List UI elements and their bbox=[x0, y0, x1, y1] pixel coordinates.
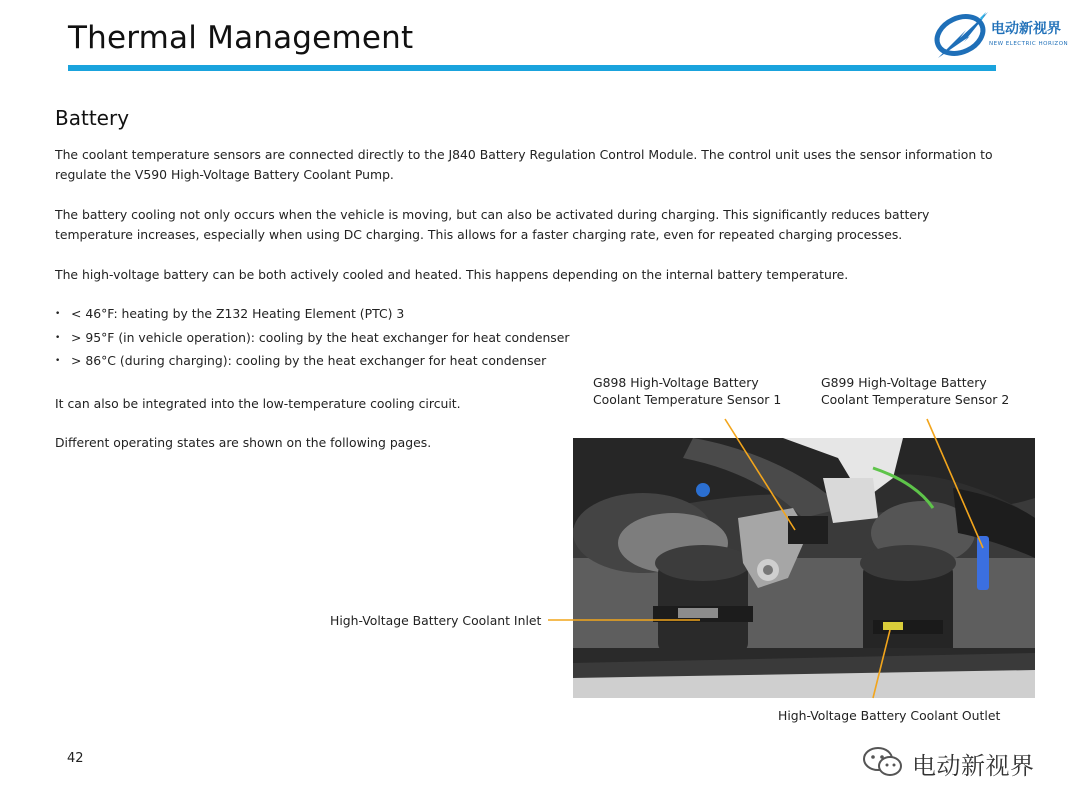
section-heading: Battery bbox=[55, 106, 130, 130]
label-coolant-outlet: High-Voltage Battery Coolant Outlet bbox=[778, 708, 1001, 723]
battery-coolant-photo bbox=[573, 438, 1035, 698]
paragraph-1: The coolant temperature sensors are connected directly to the J840 Battery Regulation Control Module. The control unit uses the sensor information to regulate the V590 High-Voltage Battery Coolant Pump. bbox=[55, 147, 993, 182]
wechat-icon bbox=[862, 746, 904, 778]
logo-english-text: NEW ELECTRIC HORIZON bbox=[989, 41, 1069, 47]
label-coolant-inlet: High-Voltage Battery Coolant Inlet bbox=[330, 613, 542, 628]
paragraph-3: The high-voltage battery can be both actively cooled and heated. This happens depending on the internal battery temperature. bbox=[55, 267, 849, 282]
label-g899-sensor: G899 High-Voltage Battery Coolant Temperature Sensor 2 bbox=[821, 375, 1010, 407]
paragraph-5: Different operating states are shown on the following pages. bbox=[55, 435, 432, 450]
page-number: 42 bbox=[67, 751, 84, 766]
page-title: Thermal Management bbox=[68, 20, 414, 56]
paragraph-4: It can also be integrated into the low-temperature cooling circuit. bbox=[55, 396, 461, 411]
temperature-bullet-list bbox=[55, 304, 569, 375]
title-underline bbox=[68, 65, 996, 71]
bullet-item: • < 46°F: heating by the Z132 Heating Element (PTC) 3 bbox=[55, 304, 569, 328]
logo-chinese-text: 电动新视界 bbox=[991, 21, 1061, 37]
bullet-item: • > 86°C (during charging): cooling by the heat exchanger for heat condenser bbox=[55, 351, 569, 375]
bullet-item: • > 95°F (in vehicle operation): cooling by the heat exchanger for heat condenser bbox=[55, 328, 569, 352]
label-g898-sensor: G898 High-Voltage Battery Coolant Temperature Sensor 1 bbox=[593, 375, 782, 407]
paragraph-2: The battery cooling not only occurs when the vehicle is moving, but can also be activated during charging. This significantly reduces battery temperature increases, especially when using DC charging. This allows for a faster charging rate, even for repeated charging processes. bbox=[55, 207, 930, 242]
watermark-text: 电动新视界 bbox=[912, 752, 1035, 780]
